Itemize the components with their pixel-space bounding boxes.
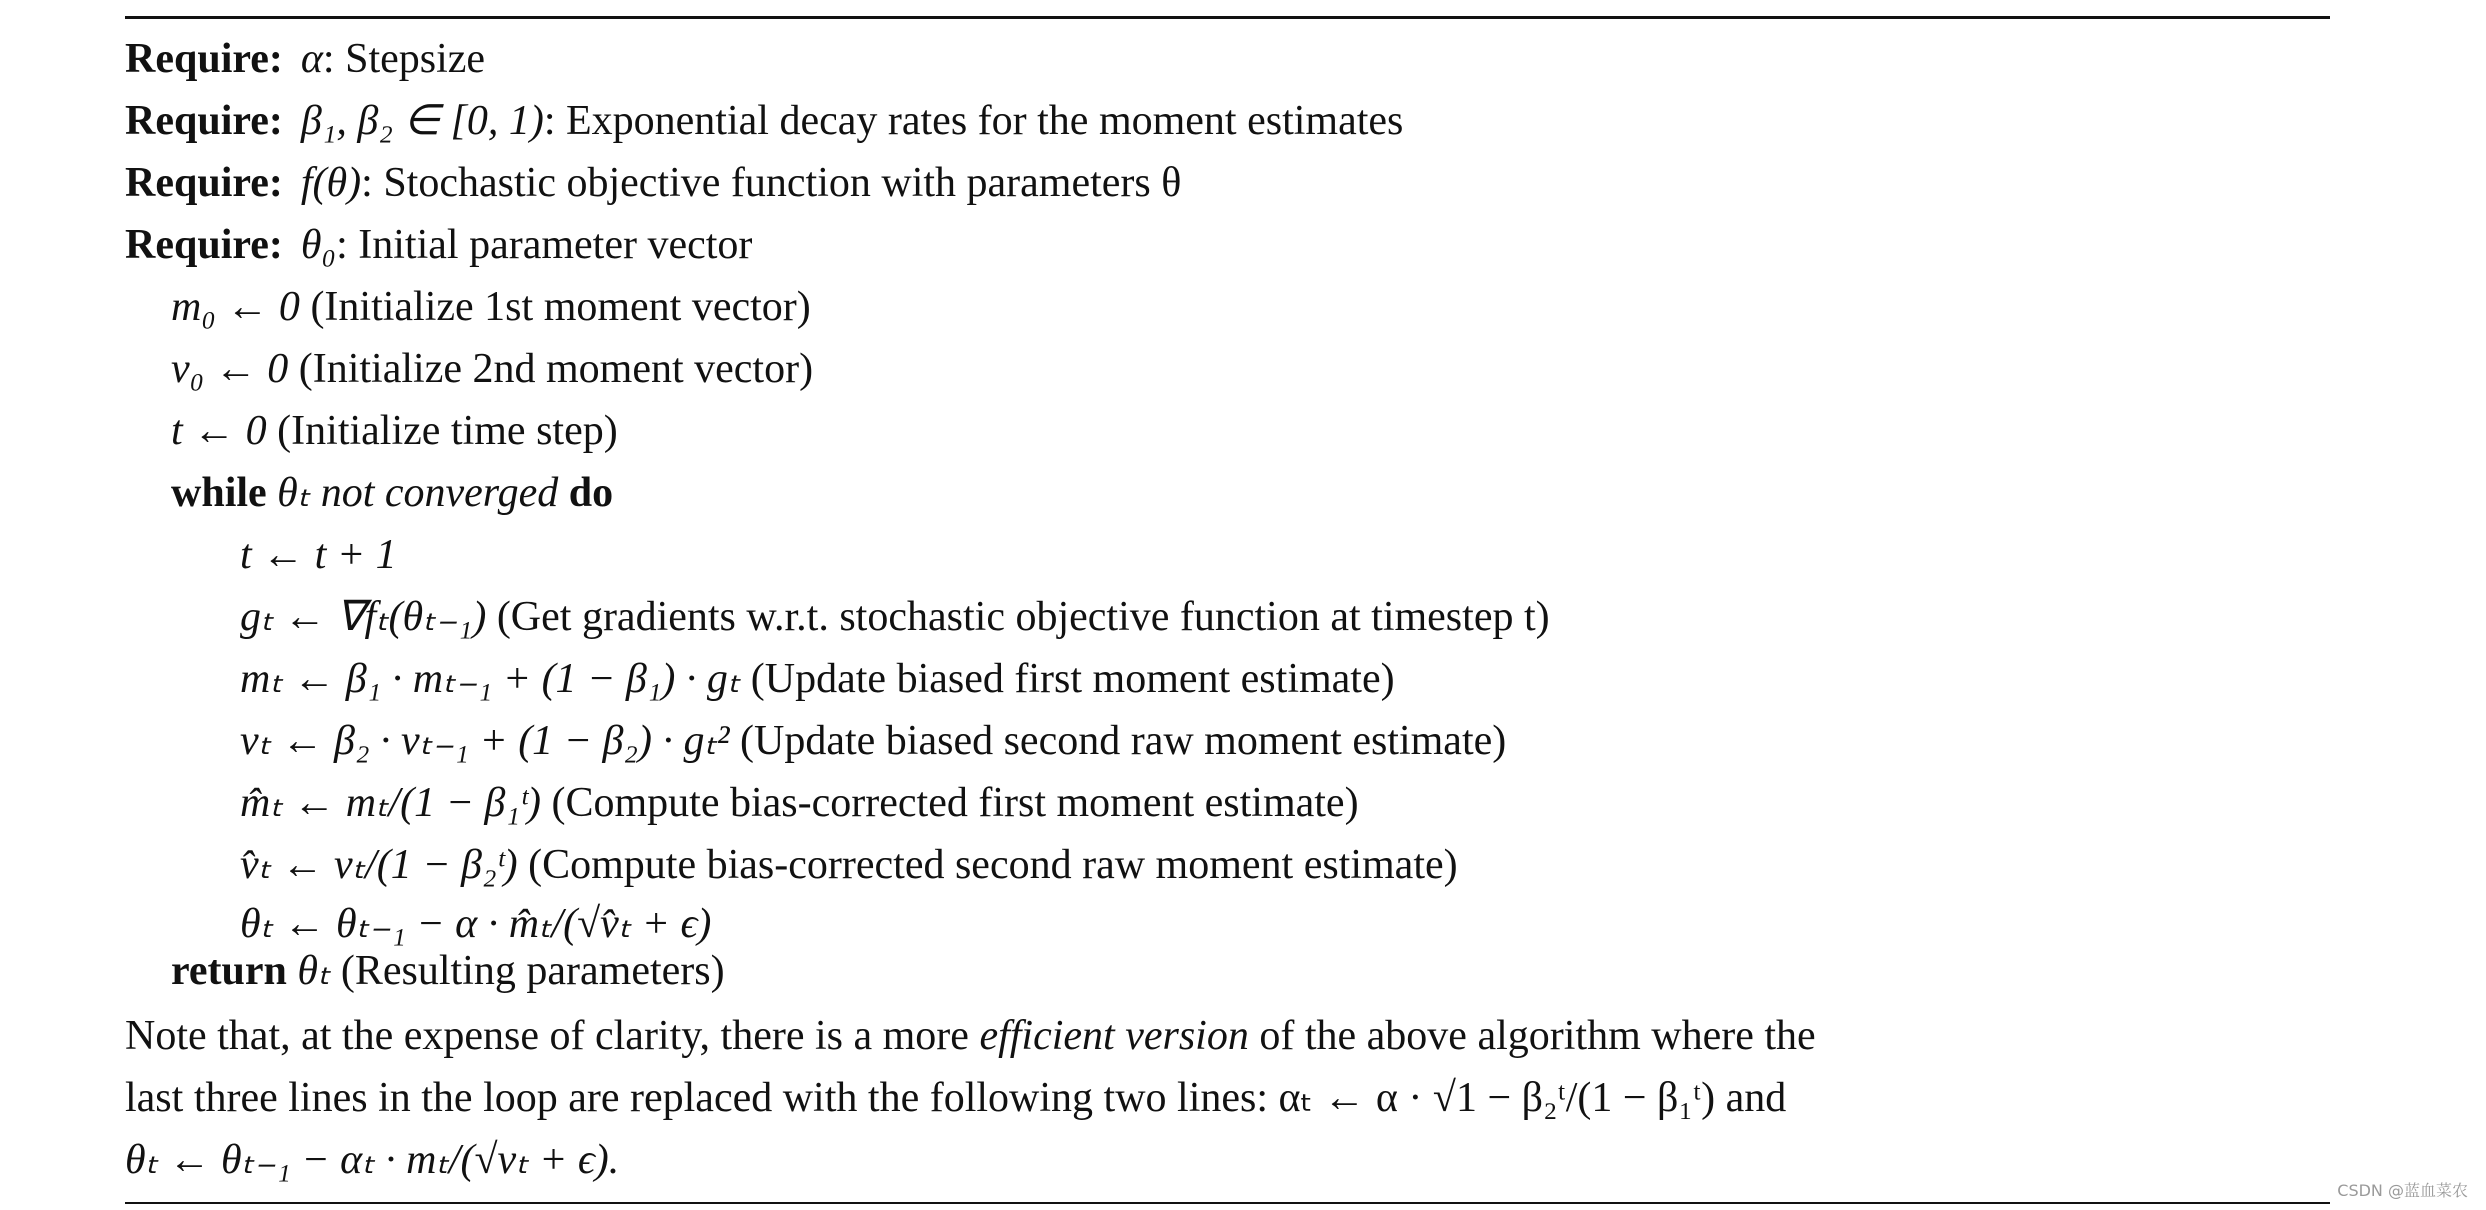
loop-comment: (Update biased second raw moment estimate) <box>740 718 1507 764</box>
loop-line <box>125 834 2330 896</box>
require-line <box>125 28 2330 90</box>
loop-expr: θₜ ← θₜ₋₁ − α · m̂ₜ/(√v̂ₜ + ϵ) <box>240 901 712 947</box>
return-line <box>125 940 2330 1002</box>
loop-expr: mₜ ← β₁ · mₜ₋₁ + (1 − β₁) · gₜ <box>240 656 741 702</box>
require-keyword: Require: <box>125 98 283 144</box>
require-text: : Stepsize <box>322 36 486 82</box>
note-emphasis: efficient version <box>979 1013 1249 1059</box>
require-symbol: α <box>300 36 323 82</box>
loop-expr: gₜ ← ∇fₜ(θₜ₋₁) <box>240 594 487 640</box>
require-line <box>125 214 2330 276</box>
require-symbol: β₁, β₂ ∈ [0, 1) <box>300 98 544 144</box>
init-line <box>125 276 2330 338</box>
init-expr: v₀ ← 0 <box>171 346 289 392</box>
while-line <box>125 462 2330 524</box>
loop-line <box>125 896 2330 947</box>
require-text: : Initial parameter vector <box>336 222 753 268</box>
require-text: : Exponential decay rates for the moment estimates <box>543 98 1404 144</box>
require-line <box>125 152 2330 214</box>
init-comment: (Initialize 1st moment vector) <box>310 284 811 330</box>
loop-expr: t ← t + 1 <box>240 532 397 578</box>
while-condition: θₜ not converged <box>277 470 559 516</box>
loop-comment: (Get gradients w.r.t. stochastic objective function at timestep t) <box>496 594 1550 640</box>
note-text: last three lines in the loop are replaced with the following two lines: αₜ ← α · √1 − β₂ᵗ/(1 − β₁ᵗ) and <box>125 1075 1787 1121</box>
init-comment: (Initialize time step) <box>277 408 618 454</box>
return-comment: (Resulting parameters) <box>340 948 725 994</box>
algorithm-block <box>125 28 2330 1002</box>
top-rule <box>125 16 2330 19</box>
loop-line <box>125 710 2330 772</box>
watermark: CSDN @蓝血菜农 <box>2337 1181 2468 1200</box>
while-keyword: while <box>171 470 267 516</box>
bottom-rule <box>125 1202 2330 1204</box>
init-expr: t ← 0 <box>171 408 267 454</box>
note-formula: θₜ ← θₜ₋₁ − αₜ · mₜ/(√vₜ + ϵ). <box>125 1137 620 1183</box>
loop-comment: (Compute bias-corrected first moment estimate) <box>551 780 1359 826</box>
require-keyword: Require: <box>125 160 283 206</box>
note-paragraph <box>125 1005 2330 1191</box>
return-expr: θₜ <box>297 948 331 994</box>
loop-line <box>125 524 2330 586</box>
note-text: Note that, at the expense of clarity, there is a more <box>125 1013 969 1059</box>
return-keyword: return <box>171 948 287 994</box>
loop-expr: vₜ ← β₂ · vₜ₋₁ + (1 − β₂) · gₜ² <box>240 718 730 764</box>
loop-comment: (Compute bias-corrected second raw moment estimate) <box>528 842 1458 888</box>
require-keyword: Require: <box>125 222 283 268</box>
require-symbol: f(θ) <box>300 160 362 206</box>
init-line <box>125 338 2330 400</box>
loop-expr: m̂ₜ ← mₜ/(1 − β₁ᵗ) <box>240 780 541 826</box>
loop-expr: v̂ₜ ← vₜ/(1 − β₂ᵗ) <box>240 842 518 888</box>
loop-comment: (Update biased first moment estimate) <box>750 656 1395 702</box>
require-keyword: Require: <box>125 36 283 82</box>
require-symbol: θ₀ <box>300 222 337 268</box>
do-keyword: do <box>568 470 614 516</box>
init-line <box>125 400 2330 462</box>
init-comment: (Initialize 2nd moment vector) <box>298 346 814 392</box>
require-line <box>125 90 2330 152</box>
note-text: of the above algorithm where the <box>1259 1013 1816 1059</box>
loop-line <box>125 586 2330 648</box>
require-text: : Stochastic objective function with parameters θ <box>361 160 1182 206</box>
loop-line <box>125 648 2330 710</box>
init-expr: m₀ ← 0 <box>171 284 300 330</box>
loop-line <box>125 772 2330 834</box>
